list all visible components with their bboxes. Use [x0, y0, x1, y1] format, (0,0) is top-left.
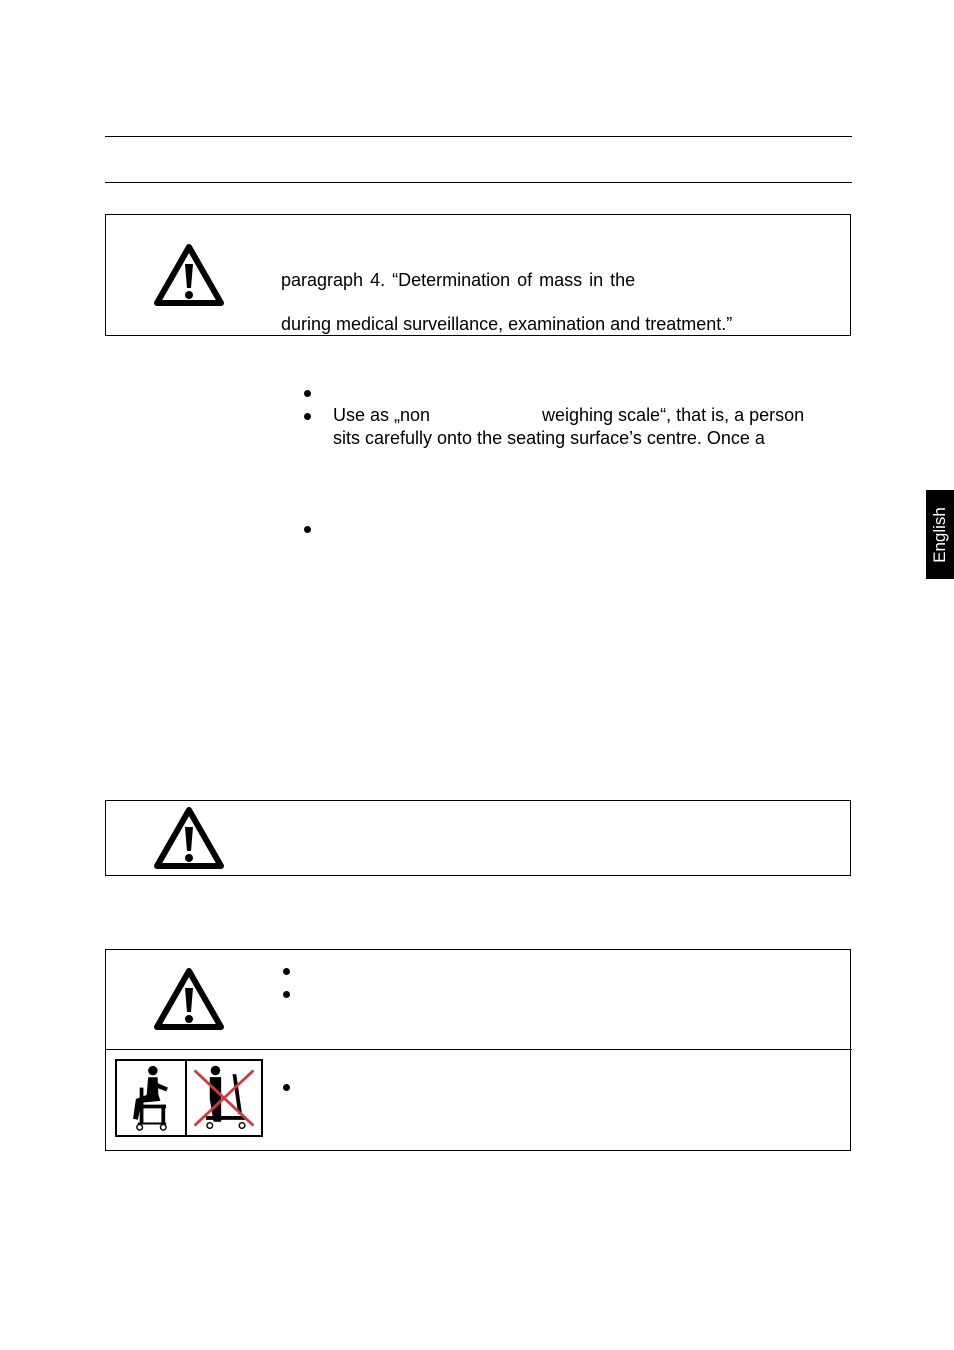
list-item-2-part-1: Use as „non: [333, 405, 431, 425]
list-item-2-line-2: sits carefully onto the seating surface’s centre. Once a: [333, 428, 765, 448]
warning-box-2: [105, 800, 851, 876]
standing-person-crossed-icon: [185, 1059, 263, 1137]
warning-triangle-icon: [153, 966, 225, 1032]
list-bullet-3: [304, 526, 311, 533]
box-3-bullet-3: [283, 1084, 290, 1091]
warning-1-line-1: paragraph 4. “Determination of mass in the: [281, 270, 636, 290]
box-3-divider: [106, 1049, 852, 1050]
box-3-bullet-2: [283, 991, 290, 998]
warning-1-line-2: during medical surveillance, examination and treatment.”: [281, 314, 733, 334]
list-bullet-1: [304, 390, 311, 397]
header-top-rule: [105, 136, 852, 137]
seated-person-chair-icon: [115, 1059, 187, 1137]
header-bottom-rule: [105, 182, 852, 183]
warning-triangle-icon: [153, 805, 225, 871]
list-bullet-2: [304, 413, 311, 420]
warning-box-intended-use: [105, 214, 851, 336]
list-item-2-part-2: weighing scale“, that is, a person: [542, 405, 805, 425]
box-3-bullet-1: [283, 968, 290, 975]
warning-box-3: [105, 949, 851, 1151]
warning-triangle-icon: [153, 242, 225, 308]
language-tab: [926, 490, 954, 579]
language-tab-label: English: [930, 506, 949, 563]
